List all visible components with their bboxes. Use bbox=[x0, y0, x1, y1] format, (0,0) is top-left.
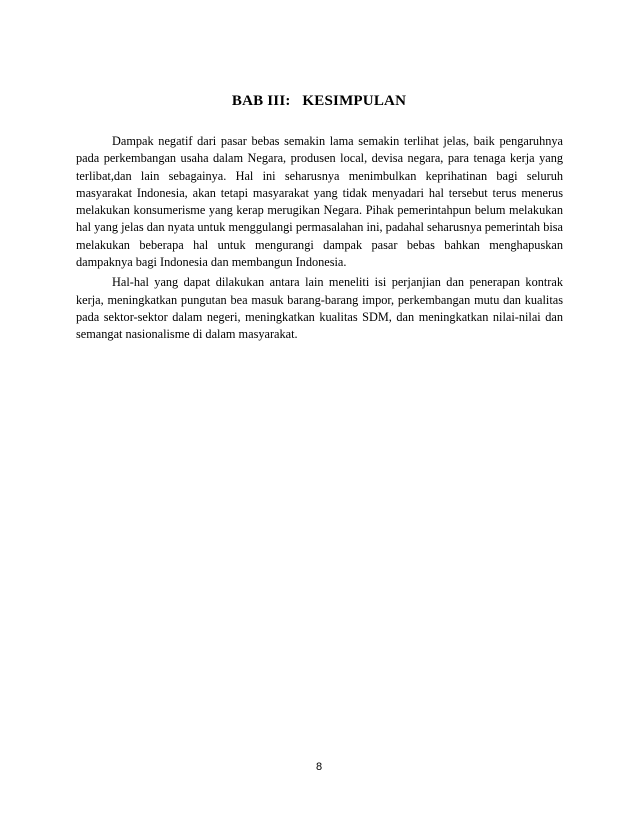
paragraph-2: Hal-hal yang dapat dilakukan antara lain meneliti isi perjanjian dan penerapan kontrak kerja, meningkatkan pungutan bea masuk barang-barang impor, perkembangan mutu dan kualitas pada sektor-sektor dalam negeri, meningkatkan kualitas SDM, dan meningkatkan nilai-nilai dan semangat nasionalisme di dalam masyarakat. bbox=[76, 275, 563, 342]
body-text bbox=[76, 133, 563, 347]
paragraph-1: Dampak negatif dari pasar bebas semakin lama semakin terlihat jelas, baik pengaruhnya pada perkembangan usaha dalam Negara, produsen local, devisa negara, para tenaga kerja yang terlibat,dan lain sebagainya. Hal ini seharusnya menimbulkan keprihatinan bagi seluruh masyarakat Indonesia, akan tetapi masyarakat yang tidak menyadari hal tersebut terus menerus melakukan konsumerisme yang kerap merugikan Negara. Pihak pemerintahpun belum melakukan hal yang jelas dan nyata untuk menggulangi permasalahan ini, padahal seharusnya pemerintah bisa melakukan beberapa hal untuk mengurangi dampak pasar bebas bahkan menghapuskan dampaknya bagi Indonesia dan membangun Indonesia. bbox=[76, 134, 563, 270]
page-number: 8 bbox=[315, 761, 323, 773]
chapter-title: BAB III: KESIMPULAN bbox=[231, 93, 407, 109]
